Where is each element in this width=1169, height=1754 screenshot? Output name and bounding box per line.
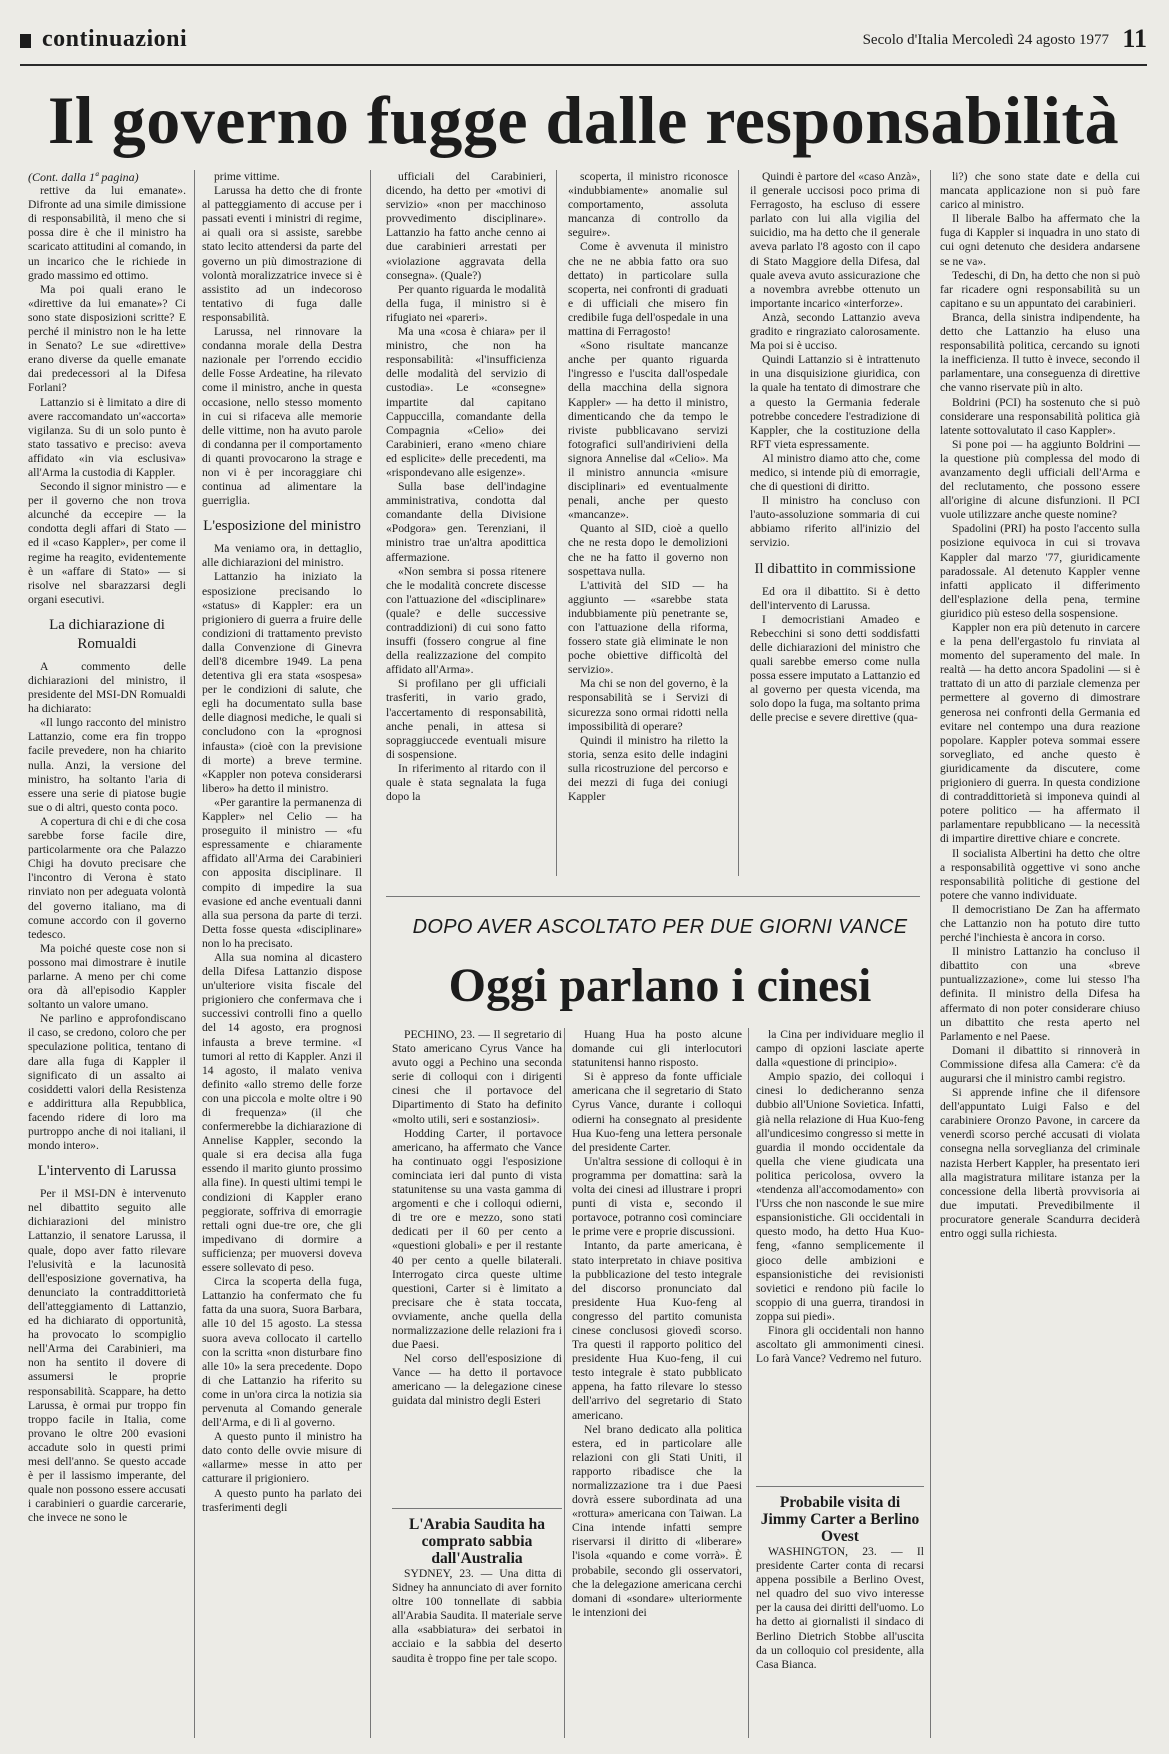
paragraph: Spadolini (PRI) ha posto l'accento sulla posizione equivoca in cui si trovava Kappler dal marzo '77, giuridicamente paradossale. Al detenuto Kappler venne infatti applicato il differimento dell'esplazione della pena, termine giuridico più esteso della sospensione. xyxy=(940,522,1140,620)
brief-carter xyxy=(756,1494,924,1738)
section-name: continuazioni xyxy=(42,26,188,52)
paragraph: «Sono risultate mancanze anche per quanto riguarda l'ingresso e l'uscita dall'ospedale della macchina della signora Kappler» — ha detto il ministro, dimenticando che da tempo le riviste pubblicavano servizi fotografici sull'andirivieni della signora Annelise dal «Celio». Ma il ministro annuncia «misure disciplinari» ed eventualmente penali, anche per questo «mancanze». xyxy=(568,339,728,522)
paragraph: Ne parlino e approfondiscano il caso, se credono, coloro che per speculazione politica, tentano di dare alla fuga di Kappler il significato di un assalto ai cosiddetti valori della Resistenza e addirittura alla Repubblica, facendo ridere di loro ma purtroppo anche di noi italiani, il mondo intero». xyxy=(28,1012,186,1153)
paragraph: Nel brano dedicato alla politica estera, ed in particolare alle relazioni con gli Stati Uniti, il rapporto ribadisce che la normalizzazione tra i due Paesi dovrà essere subordinata ad una «rottura» americana con Taiwan. La Cina intende infatti sempre riservarsi il diritto di «liberare» l'isola «quando e come vorrà». È probabile, secondo gli osservatori, che la delegazione americana cerchi domani di «sondare» ulteriormente le intenzioni dei xyxy=(572,1422,742,1619)
main-column-4 xyxy=(568,170,728,876)
paragraph: Quindi il ministro ha riletto la storia, senza esito delle indagini sulla ricostruzione del percorso e dei mezzi di fuga dei coniugi Kappler xyxy=(568,733,728,804)
brief-divider xyxy=(756,1486,924,1487)
main-col6-text xyxy=(940,170,1140,1241)
paragraph: Circa la scoperta della fuga, Lattanzio ha confermato che fu fatta da una suora, Suora Barbara, alle 10 del 15 agosto. La stessa suora aveva collocato il cartello con la scritta «non disturbare fino alle 10» la sera precedente. Dopo di che Lattanzio ha riferito su come in un'ora circa la notizia sia pervenuta al Comando generale dell'Arma, e di lì al governo. xyxy=(202,1275,362,1430)
paragraph: «Il lungo racconto del ministro Lattanzio, come era fin troppo facile prevedere, non ha chiarito nulla. Anzi, la versione del ministro, ha soltanto l'aria di essere una serie di piatose bugie sue o di altri, questo conta poco. xyxy=(28,716,186,814)
paragraph: Huang Hua ha posto alcune domande cui gli interlocutori statunitensi hanno risposto. xyxy=(572,1028,742,1070)
paragraph: Lattanzio si è limitato a dire di avere raccomandato un'«accorta» vigilanza. Su di un solo punto è stato tassativo e preciso: aveva affidato «in via esclusiva» all'Arma la custodia di Kappler. xyxy=(28,395,186,479)
paragraph: Quindi è partore del «caso Anzà», il generale uccisosi poco prima di Ferragosto, ha escluso di essere parlato con lui alla vigilia del suicidio, ma ha detto che il generale aveva parlato l'8 agosto con il capo di Stato Maggiore della Difesa, dal quale aveva avuto assicurazione che a novembra avrebbe ottenuto un importante incarico «interforze». xyxy=(750,170,920,310)
paragraph: Ma poiché queste cose non si possono mai dimostrare è inutile parlarne. A meno per chi come ora dà all'episodio Kappler soltanto un valore umano. xyxy=(28,941,186,1012)
paragraph: Boldrini (PCI) ha sostenuto che si può considerare una responsabilità politica già latente sottovalutato il caso Kappler». xyxy=(940,395,1140,437)
brief-carter-title: Probabile visita di Jimmy Carter a Berlino Ovest xyxy=(760,1494,920,1545)
main-col3-text xyxy=(386,170,546,804)
paragraph: «Non sembra si possa ritenere che le modalità concrete discesse con l'attuazione del «disciplinare» (quale? e delle successive contraddizioni) di cui sono fatto insuffi (fossero congrue al fine della realizzazione del compito affidato all'Arma». xyxy=(386,564,546,677)
paragraph: Ampio spazio, dei colloqui i cinesi lo dedicheranno senza dubbio all'Unione Sovietica. Infatti, già nella relazione di Hua Kuo-feng all'undicesimo congresso si mette in guardia il mondo occidentale da quella che viene giudicata una politica pericolosa, ovvero la «tendenza all'accomodamento» con l'Urss che non nasconde le sue mire espansionistiche. Gli occidentali in questo modo, ha detto Hua Kuo-feng, «fanno semplicemente il gioco delle ambizioni e espansionistiche dei revisionisti sovietici e rendono più facile lo scoppio di una guerra, tirandosi in zoppa sui piedi». xyxy=(756,1070,924,1323)
paragraph: ufficiali del Carabinieri, dicendo, ha detto per «motivi di servizio» «non per macchinoso provvedimento disciplinare». Lattanzio ha fatto anche cenno ai due carabinieri arrestati per «violazione aggravata della consegna». (Quale?) xyxy=(386,170,546,282)
paragraph: Il ministro Lattanzio ha concluso il dibattito con una «breve puntualizzazione», come lui stesso l'ha definita. Il ministro della Difesa ha affermato di non poter considerare chiuso un dibattito che resta aperto nel Parlamento e nel Paese. xyxy=(940,945,1140,1043)
page-header xyxy=(20,26,1147,60)
paragraph: Come è avvenuta il ministro che ne ne abbia fatto ora suo dettato) in particolare sulla scoperta, nei confronti di graduati e di ufficiali che misero fin credibile fuga dell'ospedale in una mattina di Ferragosto! xyxy=(568,240,728,339)
paragraph: Ma chi se non del governo, è la responsabilità se i Servizi di sicurezza sono ormai ridotti nella impossibilità di operare? xyxy=(568,677,728,733)
brief-divider xyxy=(392,1508,562,1509)
paragraph: prime vittime. xyxy=(214,170,280,183)
paragraph: Ma poi quali erano le «direttive da lui emanate»? Ci sono state disposizioni scritte? E perché il ministro non le ha lette in Senato? Le sue «direttive» erano diverse da quelle emanate dai predecessori al la Difesa Forlani? xyxy=(28,282,186,395)
paragraph: In riferimento al ritardo con il quale è stata segnalata la fuga dopo la xyxy=(386,761,546,804)
second-column-3 xyxy=(756,1028,924,1480)
column-rule xyxy=(370,170,371,1738)
paragraph: Il democristiano De Zan ha affermato che Lattanzio non ha potuto dire tutto perché l'inchiesta è ancora in corso. xyxy=(940,902,1140,945)
main-col5-text xyxy=(750,170,920,551)
paragraph: Intanto, da parte americana, è stato interpretato in chiave positiva la pubblicazione del testo integrale del discorso pronunciato dal presidente Hua Kuo-feng al congresso del partito comunista cinese conclusosi giovedì scorso. Tra questi il rapporto politico del presidente Hua Kuo-feng, il cui testo integrale è stato pubblicato appena, ha fatto rilevare lo stesso dell'arrivo del segretario di Stato americano. xyxy=(572,1239,742,1422)
paragraph: Si profilano per gli ufficiali trasferiti, in vario grado, l'accertamento di responsabilità, anche penali, in attesa si sopraggiuccede eventuali misure di sospensione. xyxy=(386,677,546,761)
paragraph: A commento delle dichiarazioni del ministro, il presidente del MSI-DN Romualdi ha dichiarato: xyxy=(28,659,186,716)
paragraph: I democristiani Amadeo e Rebecchini si sono detti soddisfatti delle dichiarazioni del ministro che quali sarebbe emerso come nulla possa essere imputato a Lattanzio ed al governo per questa vicenda, ma solo dopo la fuga, ma soltanto prima delle precise e severe direttive (qua- xyxy=(750,612,920,725)
main-column-1 xyxy=(28,170,186,1738)
paragraph: L'attività del SID — ha aggiunto — «sarebbe stata indubbiamente più penetrante se, con l'attuazione della riforma, fossero state già eliminate le non poche obiettive difficoltà del servizio». xyxy=(568,578,728,677)
column-rule xyxy=(738,170,739,876)
subhead-larussa: L'intervento di Larussa xyxy=(37,1163,177,1180)
second-col3-text xyxy=(756,1028,924,1366)
paragraph: Per quanto riguarda le modalità della fuga, il ministro si è rifugiato nei «pareri». xyxy=(386,282,546,324)
story-divider xyxy=(386,896,920,897)
brief-carter-body: WASHINGTON, 23. — Il presidente Carter conta di recarsi appena possibile a Berlino Ovest, nel quadro del suo vivo interesse per la causa dei diritti dell'uomo. Lo ha detto ai giornalisti il sindaco di Berlino Dietrich Stobbe all'uscita da un colloquio col presidente, alla Casa Bianca. xyxy=(756,1545,924,1671)
column-rule xyxy=(556,170,557,876)
subhead-esposizione: L'esposizione del ministro xyxy=(203,518,361,535)
column-rule xyxy=(930,170,931,1738)
column-rule xyxy=(748,1028,749,1738)
paragraph: «Per garantire la permanenza di Kappler» nel Celio — ha proseguito il ministro — «fu espressamente e chiaramente affidato all'Arma dei Carabinieri con apposita disciplinare. Il compito di impedire la sua evasione ed anche eventuali danni alla sua persona da parte di terzi. Detta fosse questa «disciplinare» non lo ha precisato. xyxy=(202,795,362,950)
paragraph: Lattanzio ha iniziato la esposizione precisando lo «status» di Kappler: era un prigioniero di guerra a fruire delle condizioni di trattamento previsto dalla Convenzione di Ginevra dell'8 dicembre 1949. La pena detentiva gli era stata «sospesa» per le condizioni di salute, che egli ha documentato sulla base delle diagnosi mediche, le quali si concludono con la «prognosi infausta» (cioè con la previsione di morte) a breve termine. «Kappler non poteva considerarsi libero» ha detto il ministro. xyxy=(202,570,362,795)
paragraph: PECHINO, 23. — Il segretario di Stato americano Cyrus Vance ha avuto oggi a Pechino una seconda serie di colloqui con i dirigenti cinesi che il portavoce del Dipartimento di Stato ha definito «molto utili, seri e sostanziosi». xyxy=(392,1028,562,1126)
paragraph: Domani il dibattito si rinnoverà in Commissione difesa alla Camera: c'è da augurarsi che il ministro cambi registro. xyxy=(940,1043,1140,1085)
paragraph: A questo punto ha parlato dei trasferimenti degli xyxy=(202,1486,362,1514)
paragraph: A copertura di chi e di che cosa sarebbe forse facile dire, particolarmente ora che Palazzo Chigi ha dovuto precisare che l'incontro di Verona è stato rinviato non per adeguata volontà del governo italiano, ma di comune accordo con il governo tedesco. xyxy=(28,814,186,941)
paragraph: Al ministro diamo atto che, come medico, si intende più di emorragie, che di questioni di diritto. xyxy=(750,451,920,494)
paragraph: Un'altra sessione di colloqui è in programma per domattina: sarà la volta dei cinesi ad illustrare i propri punti di vista e, secondo il portavoce, potranno così cominciare le prime vere e proprie discussioni. xyxy=(572,1154,742,1239)
paragraph: A questo punto il ministro ha dato conto delle ovvie misure di «allarme» messe in atto per catturare il prigioniero. xyxy=(202,1430,362,1486)
brief-arabia-body: SYDNEY, 23. — Una ditta di Sidney ha annunciato di aver fornito oltre 100 tonnellate di sabbia all'Arabia Saudita. Il materiale serve alla «sabbiatura» dei serbatoi in acciaio e la sabbia del deserto saudita è troppo fine per tale scopo. xyxy=(392,1567,562,1665)
section-marker xyxy=(20,34,31,48)
paragraph: Kappler non era più detenuto in carcere e la pena dell'ergastolo fu rinviata al momento del superamento del male. In realtà — ha detto ancora Spadolini — si è trattato di un atto di parziale clemenza per permettere al governo di dimostrare generosa nei confronti della Germania ed evitare nel contempo una dura reazione popolare. Kappler poteva sommai essere sorvegliato, ed anche questo è giuridicamente da discutere, come prigioniero di guerra. In questa condizione di contraddittorietà si imponeva quindi al potere politico — ha affermato il parlamentare repubblicano — la necessità di impartire direttive chiare e concrete. xyxy=(940,621,1140,846)
paragraph: Larussa ha detto che di fronte al patteggiamento di accuse per i passati eventi i ministri di regime, ai quali ora si assiste, sarebbe stato lecito attendersi da parte del governo un più dimostrazione di volontà moralizzatrice invece si è assistito ad un indecoroso tentativo di fuga dalle responsabilità. xyxy=(202,184,362,324)
masthead-date: Secolo d'Italia Mercoledì 24 agosto 1977 xyxy=(862,32,1109,48)
paragraph: Il liberale Balbo ha affermato che la fuga di Kappler si inquadra in uno stato di cui ogni detenuto che desidera andarsene se ne va». xyxy=(940,212,1140,268)
main-col2b-text xyxy=(202,542,362,1514)
subhead-romualdi: La dichiarazione di Romualdi xyxy=(49,616,165,652)
paragraph: Quindi Lattanzio si è intrattenuto in una disquisizione giuridica, con la quale ha tentato di dimostrare che a questo la Germania federale potrebbe concedere l'estradizione di Kappler, che la costituzione della RFT vieta espressamente. xyxy=(750,353,920,451)
paragraph: Nel corso dell'esposizione di Vance — ha detto il portavoce americano — la delegazione cinese guidata dal ministro degli Esteri xyxy=(392,1352,562,1408)
main-column-5 xyxy=(750,170,920,876)
brief-arabia xyxy=(392,1516,562,1738)
paragraph: rettive da lui emanate». Difronte ad una simile dimissione di responsabilità, il meno che si possa dire è che il ministro ha scaricato attitudini al comando, in un incarico che le richiede in grado massimo ed ottimo. xyxy=(28,184,186,282)
continued-note: (Cont. dalla 1ª pagina) xyxy=(28,170,139,184)
main-headline: Il governo fugge dalle responsabilità xyxy=(47,82,1120,158)
paragraph: Finora gli occidentali non hanno ascoltato gli ammonimenti cinesi. Lo farà Vance? Vedremo nel futuro. xyxy=(756,1323,924,1366)
paragraph: Alla sua nomina al dicastero della Difesa Lattanzio dispose un'ulteriore visita fiscale del prigioniero che confermava che i successivi controlli fino a quello del 14 agosto, era prognosi infausta a breve termine. «I tumori al retto di Kappler. Anzi il 14 agosto, il malato veniva definito «allo stremo delle forze con una piccola e molte oltre i 90 di frequenza» (il che confermerebbe la dichiarazione di Annelise Kappler, secondo la quale si era decisa alla fuga essendo il marito giunto prossimo alla fine). In questi ultimi tempi le condizioni di Kappler erano peggiorate, soffriva di emorragie rettali ogni due-tre ore, che gli impedivano di dormire a sufficienza; per muoversi doveva essere sollevato di peso. xyxy=(202,950,362,1275)
paragraph: Si pone poi — ha aggiunto Boldrini — la questione più complessa del modo di avanzamento degli ufficiali dell'Arma e del reclutamento, che possono essere all'origine di alcune disfunzioni. Il PCI vuole utilizzare anche queste nomine? xyxy=(940,437,1140,522)
paragraph: Anzà, secondo Lattanzio aveva gradito e ringraziato calorosamente. Ma poi si è ucciso. xyxy=(750,310,920,353)
header-rule xyxy=(20,64,1147,66)
paragraph: Ma veniamo ora, in dettaglio, alle dichiarazioni del ministro. xyxy=(202,542,362,570)
second-story-headline: Oggi parlano i cinesi xyxy=(448,959,872,1012)
second-column-1 xyxy=(392,1028,562,1498)
main-col4-text xyxy=(568,170,728,804)
subhead-dibattito: Il dibattito in commissione xyxy=(754,560,916,577)
main-col1b-text xyxy=(28,660,186,1153)
paragraph: la Cina per individuare meglio il campo di opzioni lasciate aperte dalla «questione di principio». xyxy=(756,1028,924,1070)
paragraph: Il socialista Albertini ha detto che oltre a responsabilità oggettive vi sono anche responsabilità politiche di gestione del potere che vanno individuate. xyxy=(940,846,1140,902)
paragraph: Per il MSI-DN è intervenuto nel dibattito seguito alle dichiarazioni del ministro Lattanzio, il senatore Larussa, il quale, dopo aver fatto rilevare l'elusività e la lacunosità dell'esposizione governativa, ha denunciato la contraddittorietà dell'atteggiamento di Lattanzio, ed ha dichiarato di opportunità, ha provocato lo scompiglio nell'Arma dei Carabinieri, ma non ha sentito il dovere di assumersi le proprie responsabilità. Scappare, ha detto Larussa, è ormai pur troppo fin troppo facile in Italia, come provano le oltre 200 evasioni accadute solo in questi primi mesi dell'anno. Se questo accade è per il lassismo imperante, del quale non possono essere accusati i carabinieri o guardie carcerarie, che invece ne sono le xyxy=(28,1187,186,1525)
main-col1c-text xyxy=(28,1187,186,1525)
paragraph: Quanto al SID, cioè a quello che ne resta dopo le demolizioni che ne ha fatto il governo non sospettava nulla. xyxy=(568,522,728,578)
column-rule xyxy=(564,1028,565,1738)
main-column-3 xyxy=(386,170,546,876)
paragraph: Si è appreso da fonte ufficiale americana che il segretario di Stato Cyrus Vance, durante i colloqui odierni ha consegnato al presidente Hua Kuo-feng una lettera personale del presidente Carter. xyxy=(572,1070,742,1154)
paragraph: Si apprende infine che il difensore dell'appuntato Luigi Falso e del carabiniere Oronzo Pavone, in carcere da venerdì scorso perché accusati di violata consegna nella sorveglianza del criminale nazista Herbert Kappler, ha presentato ieri alla magistratura militare istanza per la concessione della libertà provvisoria ai due imputati. Prevedibilmente il procuratore generale Scandurra deciderà entro oggi sulla richiesta. xyxy=(940,1086,1140,1241)
second-col2-text xyxy=(572,1028,742,1620)
paragraph: Ed ora il dibattito. Si è detto dell'intervento di Larussa. xyxy=(750,584,920,612)
paragraph: scoperta, il ministro riconosce «indubbiamente» anomalie sul comportamento, assoluta mancanza di controllo da seguire». xyxy=(568,170,728,240)
paragraph: li?) che sono state date e della cui mancata applicazione non si può fare carico al ministro. xyxy=(940,170,1140,212)
main-column-2 xyxy=(202,170,362,1738)
paragraph: Il ministro ha concluso con l'auto-assoluzione sommaria di cui abbiamo riferito all'inizio del servizio. xyxy=(750,494,920,550)
paragraph: Sulla base dell'indagine amministrativa, condotta dal comandante della Divisione «Podgora» gen. Terenziani, il ministro trae un'altra apodittica affermazione. xyxy=(386,480,546,564)
second-column-2 xyxy=(572,1028,742,1738)
paragraph: Ma una «cosa è chiara» per il ministro, che non ha responsabilità: «l'insufficienza delle modalità del servizio di custodia». Le «consegne» impartite dal capitano Cappuccilla, comandante della Compagnia «Celio» dei Carabinieri, erano «meno chiare ed esplicite» delle precedenti, ma «rispondevano alle esigenze». xyxy=(386,325,546,479)
main-col5b-text xyxy=(750,585,920,726)
main-col1-text xyxy=(28,184,186,607)
main-col2-text xyxy=(202,170,362,508)
paragraph: Secondo il signor ministro — e per il governo che non trova alcunché da eccepire — la condotta degli affari di Stato — ed il «caso Kappler», per come il regime ha reagito, evidentemente è un «affare di Stato» — si risolve nel sbarazzarsi degli organi esecutivi. xyxy=(28,480,186,606)
column-rule xyxy=(194,170,195,1738)
brief-arabia-title: L'Arabia Saudita ha comprato sabbia dall'Australia xyxy=(408,1516,546,1567)
second-col1-text xyxy=(392,1028,562,1409)
paragraph: Larussa, nel rinnovare la condanna morale della Destra nazionale per l'orrendo eccidio delle Fosse Ardeatine, ha rilevato come il ministro, anche in questa occasione, nello stesso momento in cui si rifaceva alle memorie delle vittime, non ha avuto parole di condanna per il comportamento di quanti provocarono la strage e non vi è per incoraggiare chi continua ad alimentare la guerriglia. xyxy=(202,325,362,508)
page-number: 11 xyxy=(1122,24,1147,53)
paragraph: Hodding Carter, il portavoce americano, ha affermato che Vance ha continuato oggi l'esposizione cominciata ieri dal punto di vista statunitense su una vasta gamma di argomenti e che i colloqui odierni, di tre ore e mezzo, sono stati dedicati per il 60 per cento a «questioni globali» e per il restante 40 per cento a quelle bilaterali. Interrogato circa queste ultime questioni, Carter si è limitato a precisare che è stata toccata, ovviamente, anche quella della normalizzazione delle relazioni fra i due Paesi. xyxy=(392,1126,562,1352)
paragraph: Branca, della sinistra indipendente, ha detto che Lattanzio ha eluso una responsabilità politica, cercando su ignoti la inefficienza. Il tutto è invece, secondo il parlamentare, una conseguenza di direttive che vanno riservate più in alto. xyxy=(940,310,1140,395)
second-story-kicker: DOPO AVER ASCOLTATO PER DUE GIORNI VANCE xyxy=(412,916,908,938)
paragraph: Tedeschi, di Dn, ha detto che non si può far ricadere ogni responsabilità su un capitano e su un appuntato dei carabinieri. xyxy=(940,268,1140,310)
main-column-6 xyxy=(940,170,1140,1738)
